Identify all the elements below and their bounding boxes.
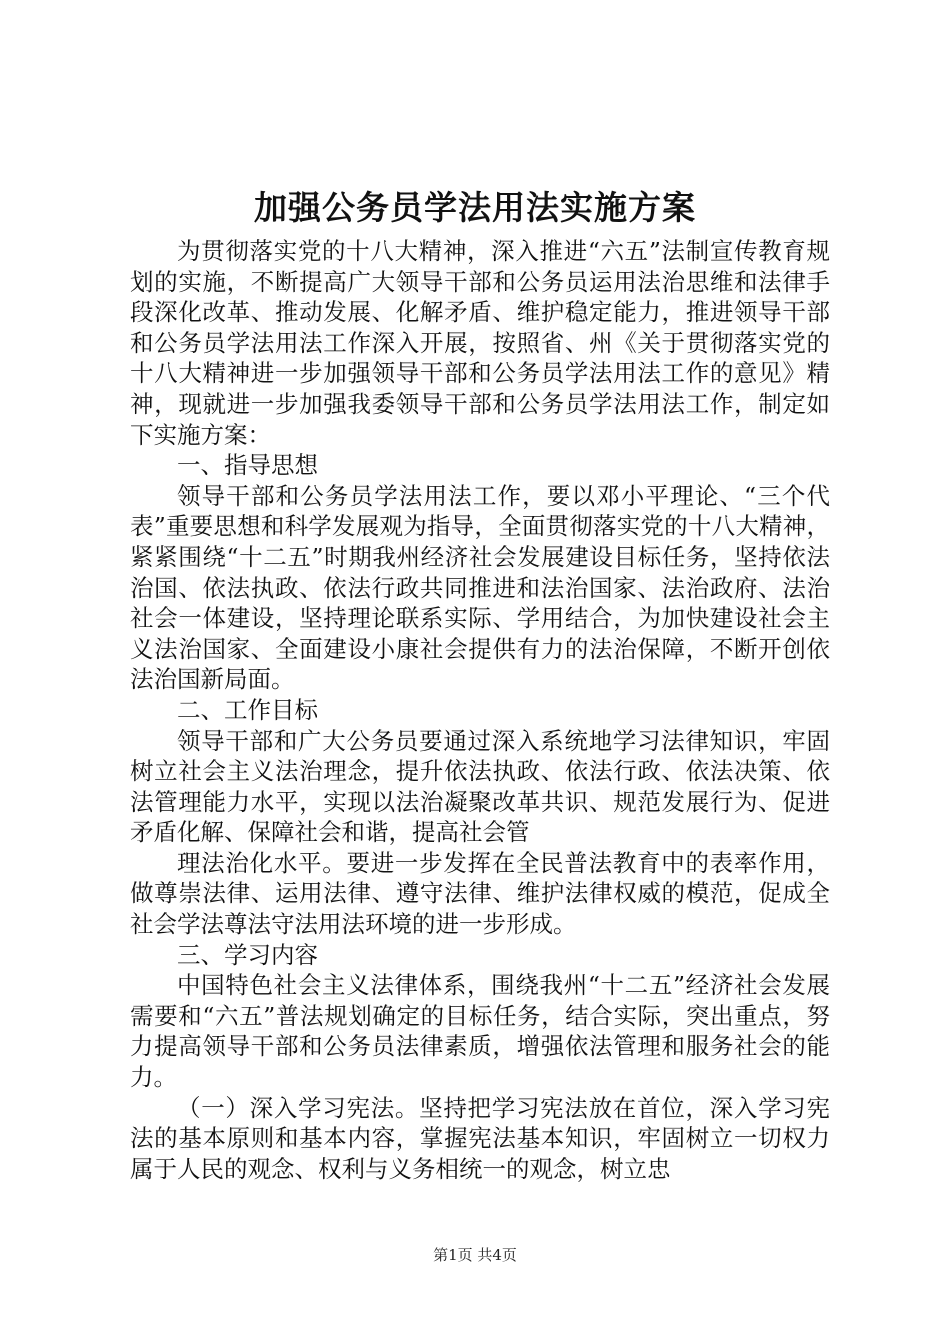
body-paragraph: （一）深入学习宪法。坚持把学习宪法放在首位，深入学习宪法的基本原则和基本内容，掌握宪法基本知识，牢固树立一切权力属于人民的观念、权利与义务相统一的观念，树立忠 [130, 1093, 830, 1183]
section-heading-work-goals: 二、工作目标 [177, 695, 318, 724]
section-heading-guiding-ideology: 一、指导思想 [177, 451, 318, 480]
section-heading-study-content: 三、学习内容 [177, 940, 318, 969]
body-paragraph: 理法治化水平。要进一步发挥在全民普法教育中的表率作用，做尊崇法律、运用法律、遵守法律、维护法律权威的模范，促成全社会学法尊法守法用法环境的进一步形成。 [130, 848, 830, 939]
body-paragraph: 中国特色社会主义法律体系，围绕我州“十二五”经济社会发展需要和“六五”普法规划确定的目标任务，结合实际，突出重点，努力提高领导干部和公务员法律素质，增强依法管理和服务社会的能力。 [130, 971, 830, 1092]
body-paragraph: 领导干部和公务员学法用法工作，要以邓小平理论、“三个代表”重要思想和科学发展观为指导，全面贯彻落实党的十八大精神，紧紧围绕“十二五”时期我州经济社会发展建设目标任务，坚持依法治国、依法执政、依法行政共同推进和法治国家、法治政府、法治社会一体建设，坚持理论联系实际、学用结合，为加快建设社会主义法治国家、全面建设小康社会提供有力的法治保障，不断开创依法治国新局面。 [130, 481, 830, 694]
body-paragraph: 领导干部和广大公务员要通过深入系统地学习法律知识，牢固树立社会主义法治理念，提升依法执政、依法行政、依法决策、依法管理能力水平，实现以法治凝聚改革共识、规范发展行为、促进矛盾化解、保障社会和谐，提高社会管 [130, 726, 830, 847]
document-body [130, 236, 830, 1184]
page-footer: 第1页 共4页 [433, 1246, 517, 1264]
intro-paragraph: 为贯彻落实党的十八大精神，深入推进“六五”法制宣传教育规划的实施，不断提高广大领导干部和公务员运用法治思维和法律手段深化改革、推动发展、化解矛盾、维护稳定能力，推进领导干部和公务员学法用法工作深入开展，按照省、州《关于贯彻落实党的十八大精神进一步加强领导干部和公务员学法用法工作的意见》精神，现就进一步加强我委领导干部和公务员学法用法工作，制定如下实施方案： [130, 237, 830, 449]
document-title: 加强公务员学法用法实施方案 [254, 188, 696, 227]
